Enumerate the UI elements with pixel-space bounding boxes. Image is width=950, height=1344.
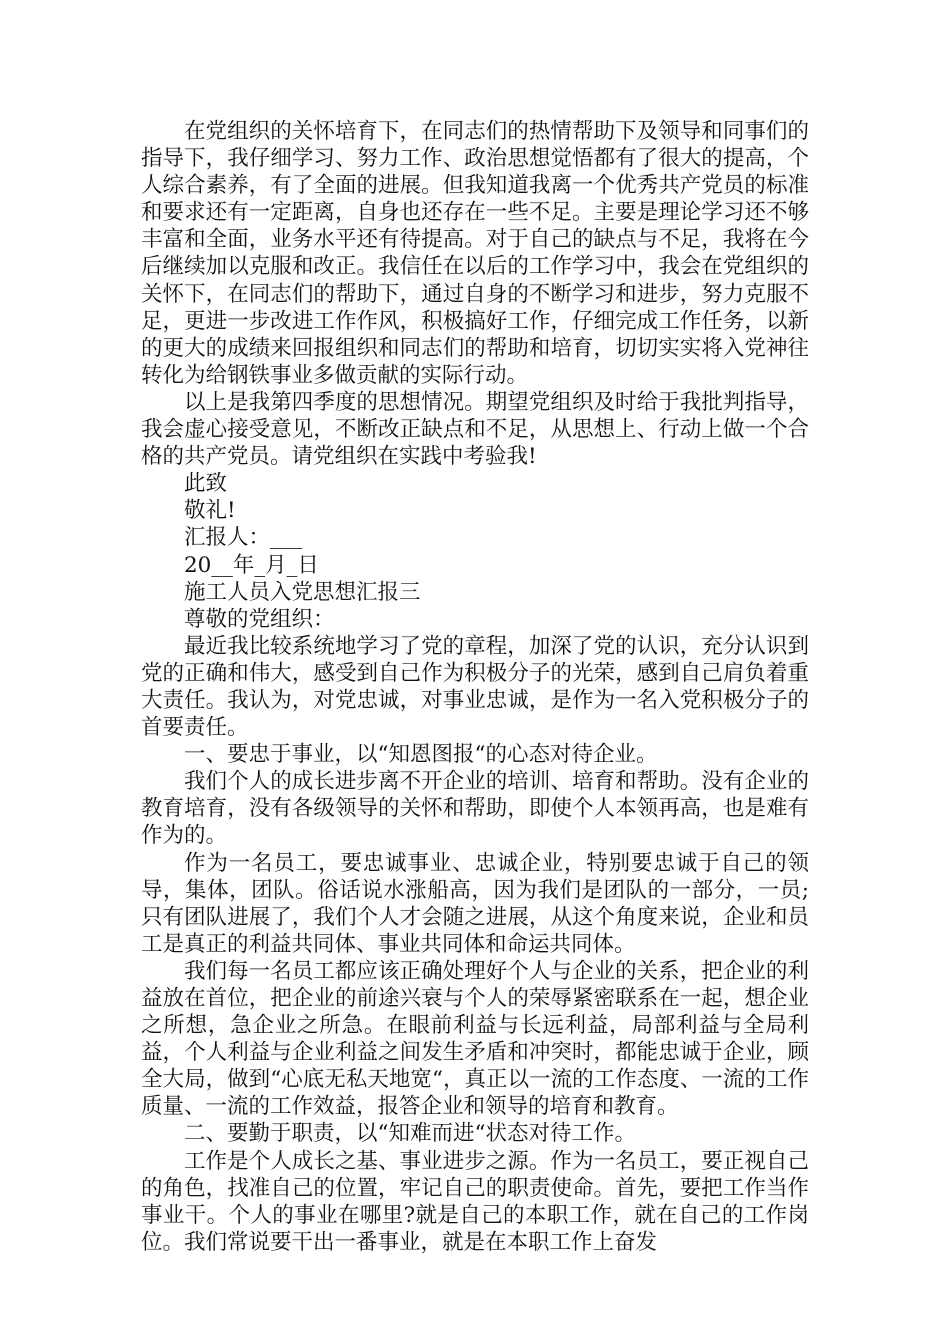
paragraph-interests: 我们每一名员工都应该正确处理好个人与企业的关系，把企业的利益放在首位，把企业的前途兴衰与个人的荣辱紧密联系在一起，想企业之所想，急企业之所急。在眼前利益与长远利益，局部利益与全局利益，个人利益与企业利益之间发生矛盾和冲突时，都能忠诚于企业，顾全大局，做到“心底无私天地宽“，真正以一流的工作态度、一流的工作质量、一流的工作效益，报答企业和领导的培育和教育。 (141, 958, 809, 1120)
paragraph-study-charter: 最近我比较系统地学习了党的章程，加深了党的认识，充分认识到党的正确和伟大，感受到自己作为积极分子的光荣，感到自己肩负着重大责任。我认为，对党忠诚，对事业忠诚，是作为一名入党积极分子的首要责任。 (141, 633, 809, 741)
closing-salutation: 此致 (184, 471, 228, 497)
paragraph-fourth-quarter: 以上是我第四季度的思想情况。期望党组织及时给于我批判指导，我会虚心接受意见，不断改正缺点和不足，从思想上、行动上做一个合格的共产党员。请党组织在实践中考验我! (141, 389, 809, 470)
paragraph-loyalty: 作为一名员工，要忠诚事业、忠诚企业，特别要忠诚于自己的领导，集体，团队。俗话说水涨船高，因为我们是团队的一部分，一员;只有团队进展了，我们个人才会随之进展，从这个角度来说，企业和员工是真正的利益共同体、事业共同体和命运共同体。 (141, 850, 809, 957)
paragraph-work-foundation: 工作是个人成长之基、事业进步之源。作为一名员工，要正视自己的角色，找准自己的位置，牢记自己的职责使命。首先，要把工作当作事业干。个人的事业在哪里?就是自己的本职工作，就在自己的工作岗位。我们常说要干出一番事业，就是在本职工作上奋发 (141, 1148, 809, 1255)
greeting: 尊敬的党组织： (184, 606, 335, 632)
paragraph-growth-enterprise: 我们个人的成长进步离不开企业的培训、培育和帮助。没有企业的教育培育，没有各级领导的关怀和帮助，即使个人本领再高，也是难有作为的。 (141, 769, 809, 849)
closing-regards: 敬礼! (184, 498, 236, 524)
reporter-line: 汇报人：___ (184, 525, 303, 551)
paragraph-growth-summary: 在党组织的关怀培育下，在同志们的热情帮助下及领导和同事们的指导下，我仔细学习、努力工作、政治思想觉悟都有了很大的提高，个人综合素养，有了全面的进展。但我知道我离一个优秀共产党员的标准和要求还有一定距离，自身也还存在一些不足。主要是理论学习还不够丰富和全面，业务水平还有待提高。对于自己的缺点与不足，我将在今后继续加以克服和改正。我信任在以后的工作学习中，我会在党组织的关怀下，在同志们的帮助下，通过自身的不断学习和进步，努力克服不足，更进一步改进工作作风，积极搞好工作，仔细完成工作任务，以新的更大的成绩来回报组织和同志们的帮助和培育，切切实实将入党神往转化为给钢铁事业多做贡献的实际行动。 (141, 119, 809, 388)
date-line: 20__年_月_日 (184, 552, 319, 578)
section-title: 施工人员入党思想汇报三 (184, 579, 421, 605)
document-body (141, 118, 809, 1256)
heading-point-two: 二、要勤于职责，以“知难而进“状态对待工作。 (184, 1121, 636, 1147)
heading-point-one: 一、要忠于事业，以“知恩图报“的心态对待企业。 (184, 742, 658, 768)
